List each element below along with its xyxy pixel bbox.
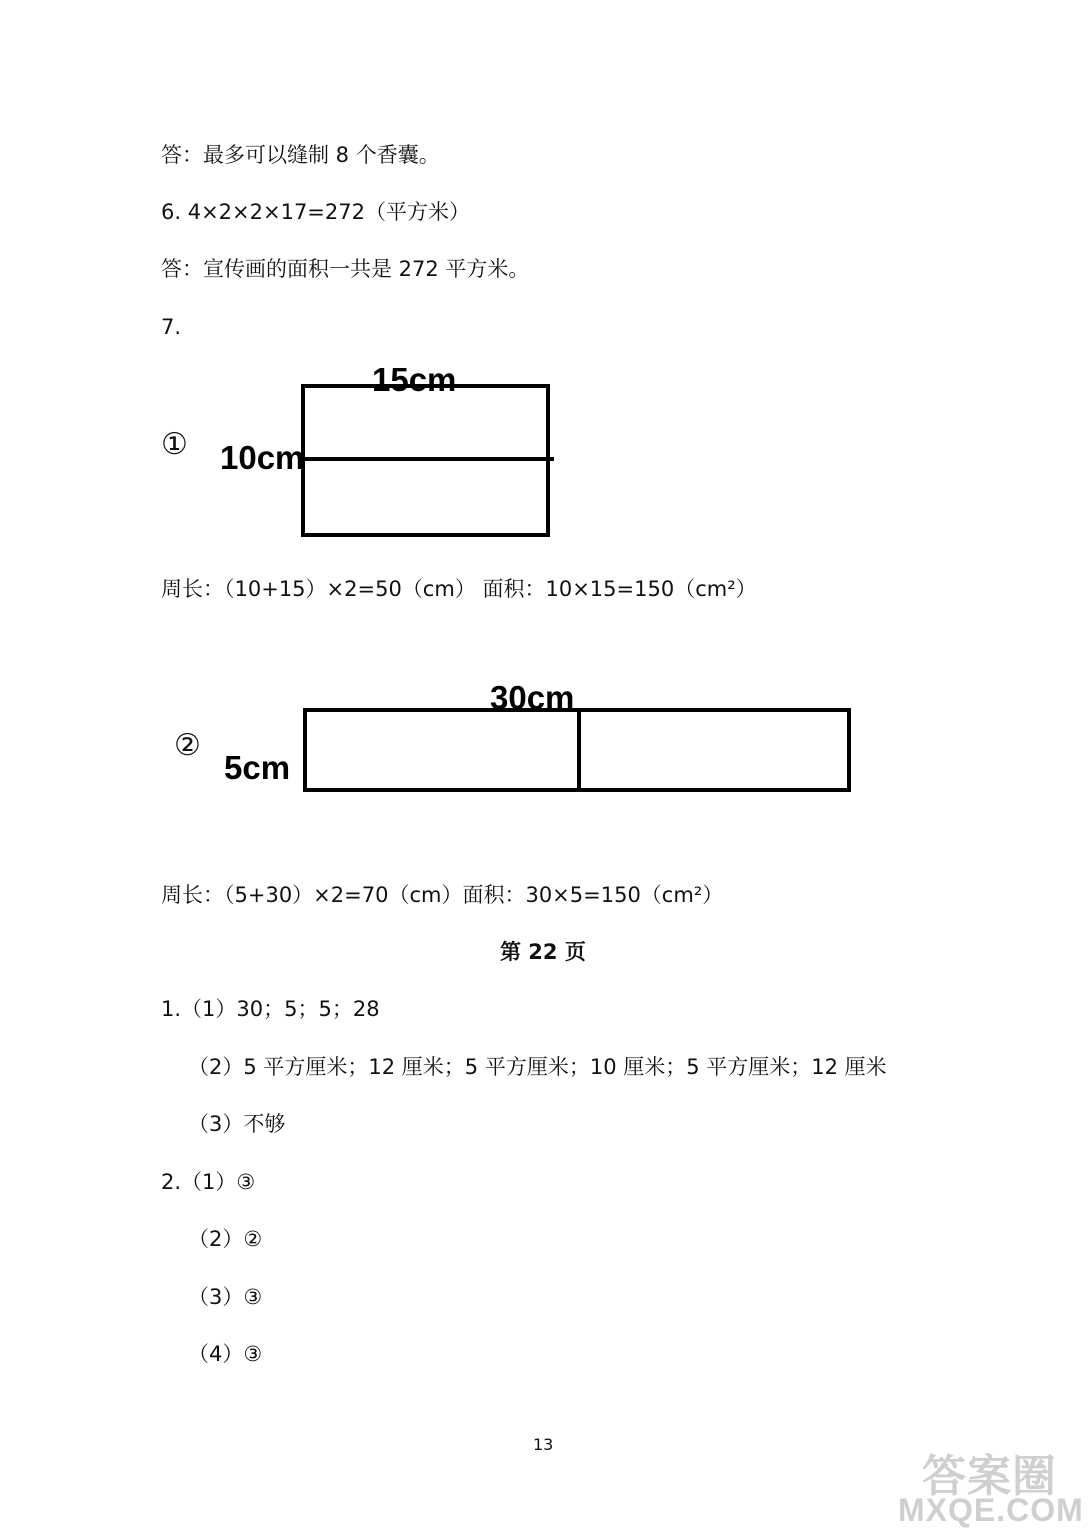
figure-1-divider — [301, 457, 554, 461]
figure-1-side-label: 10cm — [220, 439, 305, 476]
figure-2-top-label: 30cm — [490, 679, 575, 716]
figure-2-side-label: 5cm — [224, 749, 291, 786]
q2-part-2: （2）② — [188, 1227, 263, 1251]
figure-1-calculation: 周长：（10+15）×2=50（cm） 面积：10×15=150（cm²） — [161, 577, 757, 601]
q1-part-1: 1.（1）30；5；5；28 — [161, 997, 380, 1021]
figure-1-marker: ① — [161, 427, 188, 462]
problem-7-number: 7. — [161, 315, 182, 339]
q2-part-1: 2.（1）③ — [161, 1170, 256, 1194]
problem-6-line: 6. 4×2×2×17=272（平方米） — [161, 200, 470, 224]
q1-part-3: （3）不够 — [188, 1112, 286, 1136]
watermark-url: MXQE.COM — [898, 1492, 1084, 1528]
q2-part-3: （3）③ — [188, 1285, 263, 1309]
figure-2-divider — [577, 708, 581, 792]
q1-part-2: （2）5 平方厘米；12 厘米；5 平方厘米；10 厘米；5 平方厘米；12 厘米 — [188, 1055, 887, 1079]
page-number: 13 — [533, 1435, 554, 1454]
section-heading: 第 22 页 — [500, 940, 586, 964]
q2-part-4: （4）③ — [188, 1342, 263, 1366]
figure-2-marker: ② — [174, 728, 201, 763]
figure-2-calculation: 周长：（5+30）×2=70（cm）面积：30×5=150（cm²） — [161, 883, 724, 907]
figure-1-top-label: 15cm — [372, 361, 457, 398]
watermark-logo: 答案圈 — [922, 1452, 1057, 1501]
answer-line-2: 答：宣传画的面积一共是 272 平方米。 — [161, 257, 530, 281]
answer-line-1: 答：最多可以缝制 8 个香囊。 — [161, 143, 440, 167]
